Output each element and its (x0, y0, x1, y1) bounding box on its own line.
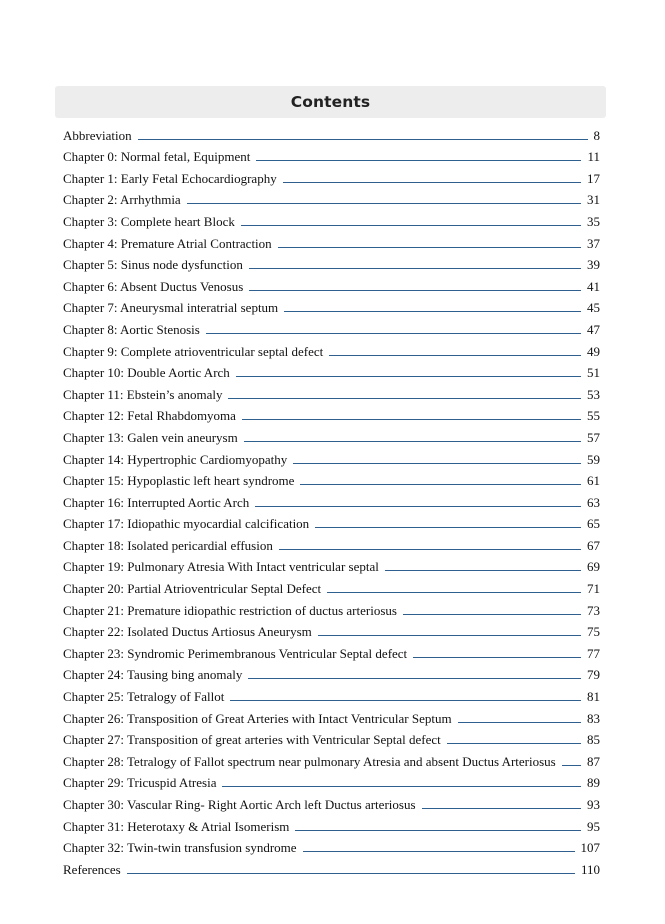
toc-entry[interactable] (63, 747, 600, 769)
toc-entry-page: 83 (587, 710, 600, 726)
toc-entry-title: Chapter 30: Vascular Ring- Right Aortic Arch left Ductus arteriosus (63, 797, 416, 812)
toc-entry-page: 81 (587, 689, 600, 705)
toc-entry-page: 31 (587, 192, 600, 208)
toc-entry[interactable] (63, 488, 600, 510)
toc-entry-page: 35 (587, 213, 600, 229)
toc-entry-page: 77 (587, 645, 600, 661)
toc-leader-line (249, 290, 581, 291)
toc-entry[interactable] (63, 337, 600, 359)
toc-entry[interactable] (63, 596, 600, 618)
toc-entry[interactable] (63, 812, 600, 834)
toc-leader-line (315, 527, 581, 528)
toc-entry-page: 59 (587, 451, 600, 467)
toc-entry-title: Chapter 21: Premature idiopathic restriction of ductus arteriosus (63, 602, 397, 618)
toc-entry[interactable] (63, 445, 600, 467)
toc-entry-title: Chapter 24: Tausing bing anomaly (63, 667, 243, 683)
toc-entry-page: 87 (587, 753, 600, 769)
toc-leader-line (283, 182, 581, 183)
toc-leader-line (284, 311, 581, 312)
toc-leader-line (403, 614, 581, 615)
toc-entry[interactable] (63, 790, 600, 812)
toc-leader-line (279, 549, 581, 550)
toc-entry-page: 69 (587, 559, 600, 575)
toc-entry-title: Chapter 14: Hypertrophic Cardiomyopathy (63, 451, 288, 467)
toc-leader-line (222, 786, 581, 787)
toc-leader-line (385, 570, 581, 571)
toc-leader-line (206, 333, 581, 334)
toc-leader-line (236, 376, 581, 377)
toc-entry-title: Chapter 32: Twin-twin transfusion syndrome (63, 840, 297, 856)
toc-entry-title: Chapter 27: Transposition of great arteries with Ventricular Septal defect (63, 732, 441, 748)
toc-entry-title: Chapter 31: Heterotaxy & Atrial Isomerism (63, 818, 290, 834)
toc-entry-title: Chapter 23: Syndromic Perimembranous Ventricular Septal defect (63, 645, 408, 661)
toc-entry[interactable] (63, 769, 600, 791)
toc-entry[interactable] (63, 164, 600, 186)
toc-entry[interactable] (63, 423, 600, 445)
toc-entry-title: Chapter 7: Aneurysmal interatrial septum (63, 300, 279, 316)
toc-entry[interactable] (63, 402, 600, 424)
toc-leader-line (187, 203, 581, 204)
toc-leader-line (300, 484, 581, 485)
toc-entry[interactable] (63, 380, 600, 402)
toc-entry-page: 53 (587, 386, 600, 402)
toc-leader-line (127, 873, 575, 874)
toc-leader-line (138, 139, 588, 140)
toc-leader-line (329, 355, 581, 356)
toc-entry-page: 73 (587, 602, 600, 618)
toc-leader-line (327, 592, 581, 593)
toc-entry-title: Chapter 26: Transposition of Great Arteries with Intact Ventricular Septum (63, 710, 452, 726)
toc-entry[interactable] (63, 251, 600, 273)
toc-leader-line (249, 268, 581, 269)
toc-entry-page: 107 (580, 840, 600, 856)
toc-entry-page: 89 (587, 775, 600, 791)
toc-leader-line (318, 635, 581, 636)
toc-entry[interactable] (63, 143, 600, 165)
toc-entry[interactable] (63, 704, 600, 726)
toc-entry-title: Chapter 15: Hypoplastic left heart syndrome (63, 473, 295, 489)
toc-leader-line (295, 830, 581, 831)
toc-entry[interactable] (63, 467, 600, 489)
toc-entry-title: Chapter 11: Ebstein’s anomaly (63, 386, 223, 402)
toc-leader-line (422, 808, 582, 809)
toc-entry-page: 45 (587, 300, 600, 316)
toc-entry-title: Chapter 5: Sinus node dysfunction (63, 257, 243, 273)
toc-leader-line (255, 506, 581, 507)
toc-entry[interactable] (63, 272, 600, 294)
toc-entry[interactable] (63, 229, 600, 251)
toc-leader-line (241, 225, 581, 226)
toc-entry[interactable] (63, 294, 600, 316)
toc-leader-line (413, 657, 581, 658)
toc-entry-title: Chapter 8: Aortic Stenosis (63, 321, 200, 337)
toc-leader-line (228, 398, 581, 399)
toc-entry-title: Chapter 22: Isolated Ductus Artiosus Aneurysm (63, 624, 312, 640)
toc-entry[interactable] (63, 207, 600, 229)
toc-entry-page: 47 (587, 321, 600, 337)
toc-entry-title: Chapter 1: Early Fetal Echocardiography (63, 170, 277, 186)
toc-entry-title: Chapter 18: Isolated pericardial effusion (63, 537, 273, 553)
toc-leader-line (244, 441, 581, 442)
toc-entry-title: Chapter 17: Idiopathic myocardial calcification (63, 516, 310, 532)
toc-entry[interactable] (63, 661, 600, 683)
contents-header (55, 86, 606, 118)
toc-entry[interactable] (63, 639, 600, 661)
toc-entry-page: 63 (587, 494, 600, 510)
toc-entry-title: Chapter 6: Absent Ductus Venosus (63, 278, 244, 294)
toc-entry[interactable] (63, 834, 600, 856)
toc-entry-title: Chapter 12: Fetal Rhabdomyoma (63, 408, 236, 424)
toc-entry-title: Chapter 9: Complete atrioventricular septal defect (63, 343, 324, 359)
toc-entry-page: 37 (587, 235, 600, 251)
toc-leader-line (303, 851, 575, 852)
toc-entry[interactable] (63, 121, 600, 143)
toc-leader-line (242, 419, 581, 420)
toc-entry-page: 41 (587, 278, 600, 294)
toc-entry[interactable] (63, 510, 600, 532)
toc-entry-title: References (63, 861, 121, 877)
toc-entry-page: 11 (587, 149, 600, 165)
toc-entry-title: Chapter 3: Complete heart Block (63, 213, 235, 229)
toc-entry-title: Abbreviation (63, 127, 132, 143)
toc-entry[interactable] (63, 574, 600, 596)
toc-leader-line (447, 743, 581, 744)
toc-entry[interactable] (63, 682, 600, 704)
toc-entry-page: 93 (587, 797, 600, 812)
toc-entry[interactable] (63, 315, 600, 337)
toc-entry[interactable] (63, 726, 600, 748)
toc-entry-page: 71 (587, 581, 600, 597)
toc-entry[interactable] (63, 359, 600, 381)
toc-leader-line (562, 765, 581, 766)
toc-entry-page: 55 (587, 408, 600, 424)
toc-entry-page: 49 (587, 343, 600, 359)
toc-entry-title: Chapter 28: Tetralogy of Fallot spectrum near pulmonary Atresia and absent Ductus Arteriosus (63, 753, 556, 769)
toc-entry[interactable] (63, 855, 600, 877)
toc-leader-line (256, 160, 581, 161)
toc-entry[interactable] (63, 553, 600, 575)
toc-entry-page: 95 (587, 818, 600, 834)
toc-leader-line (248, 678, 581, 679)
toc-entry-page: 51 (587, 365, 600, 381)
toc-entry-title: Chapter 10: Double Aortic Arch (63, 365, 230, 381)
toc-entry-page: 85 (587, 732, 600, 748)
toc-entry-page: 61 (587, 473, 600, 489)
toc-leader-line (293, 463, 581, 464)
toc-entry-title: Chapter 19: Pulmonary Atresia With Intact ventricular septal (63, 559, 379, 575)
toc-entry-title: Chapter 0: Normal fetal, Equipment (63, 149, 251, 165)
toc-entry-page: 57 (587, 429, 600, 445)
toc-entry-title: Chapter 29: Tricuspid Atresia (63, 775, 217, 791)
toc-entry-page: 17 (587, 170, 600, 186)
toc-entry-title: Chapter 16: Interrupted Aortic Arch (63, 494, 250, 510)
page-title: Contents (290, 93, 371, 111)
toc-entry-page: 65 (587, 516, 600, 532)
toc-entry[interactable] (63, 618, 600, 640)
toc-entry-page: 79 (587, 667, 600, 683)
toc-entry-title: Chapter 20: Partial Atrioventricular Septal Defect (63, 581, 322, 597)
toc-entry-title: Chapter 25: Tetralogy of Fallot (63, 689, 225, 705)
toc-leader-line (278, 247, 581, 248)
toc-entry-page: 110 (580, 861, 600, 877)
toc-entry-page: 39 (587, 257, 600, 273)
toc-entry-page: 8 (593, 127, 600, 143)
toc-leader-line (230, 700, 581, 701)
toc-entry-title: Chapter 2: Arrhythmia (63, 192, 181, 208)
toc-entry-title: Chapter 4: Premature Atrial Contraction (63, 235, 272, 251)
toc-entry[interactable] (63, 531, 600, 553)
toc-entry-page: 75 (587, 624, 600, 640)
toc-entry-page: 67 (587, 537, 600, 553)
toc-entry[interactable] (63, 186, 600, 208)
table-of-contents (63, 121, 600, 877)
toc-entry-title: Chapter 13: Galen vein aneurysm (63, 429, 238, 445)
toc-leader-line (458, 722, 581, 723)
